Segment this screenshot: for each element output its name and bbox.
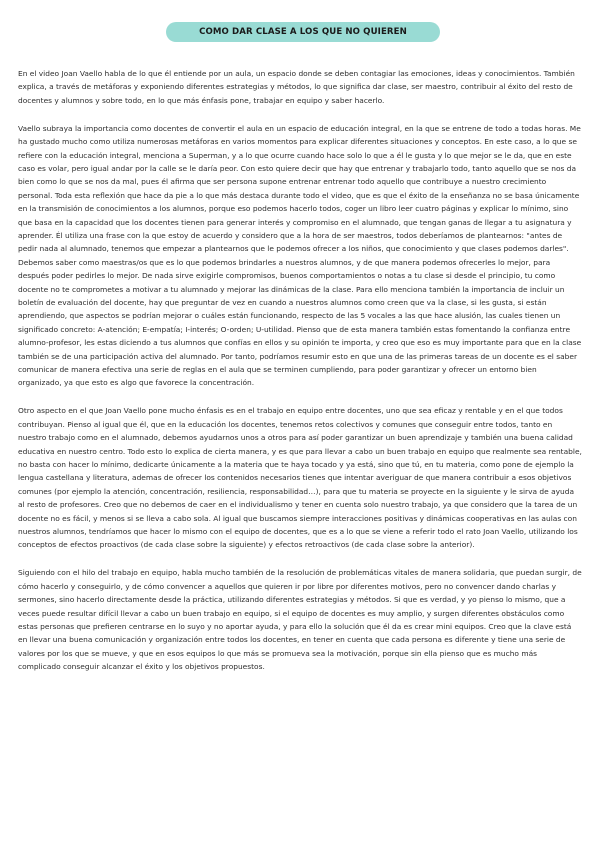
paragraph-4: Siguiendo con el hilo del trabajo en equipo, habla mucho también de la resolución de problemáticas vitales de manera solidaria, que puedan surgir, de cómo hacerlo y conseguirlo, y de cómo convencer a aquellos que quieren ir por libre por diferentes motivos, pero no convencer dando charlas y sermones, sino hacerlo directamente desde la práctica, utilizando diferentes estrategias y métodos. Si que es verdad, y yo pienso lo mismo, que a veces puede resultar difícil llevar a cabo un buen trabajo en equipo, si el equipo de docentes es muy amplio, y surgen diferentes obstáculos como estas personas que prefieren centrarse en lo suyo y no aportar ayuda, y para ello la solución que él da es crear mini equipos. Creo que la clave está en llevar una buena comunicación y organización entre todos los docentes, en tener en cuenta que cada persona es diferente y tiene una serie de valores por los que se mueve, y que en esos equipos lo que más se promueva sea la motivación, porque sin ella pienso que es mucho más complicado conseguir alcanzar el éxito y los objetivos propuestos. xyxy=(18,568,582,672)
paragraph-3: Otro aspecto en el que Joan Vaello pone mucho énfasis es en el trabajo en equipo entre docentes, uno que sea eficaz y rentable y en el que todos contribuyan. Pienso al igual que él, que en la educación los docentes, tenemos retos colectivos y comunes que conseguir entre todos, tanto en nuestro trabajo como en el alumnado, debemos ayudarnos unos a otros para así poder garantizar un buen aprendizaje y también una buena calidad educativa en nuestro centro. Todo esto lo explica de cierta manera, y es que para llevar a cabo un buen trabajo en equipo que realmente sea rentable, no basta con hacer lo mínimo, dedicarte únicamente a la materia que te haya tocado y ya está, sino que tú, en tu materia, como pone de ejemplo la lengua castellana y literatura, ademas de ofrecer los contenidos necesarios tienes que intentar averiguar de que manera contribuir a esos objetivos comunes (por ejemplo la atención, concentración, resiliencia, responsabilidad…), para que tu materia se proyecte en la siguiente y le sirva de ayuda al resto de profesores. Creo que no debemos de caer en el individualismo y tener en cuenta solo nuestro trabajo, ya que considero que la tarea de un docente no es fácil, y menos si se lleva a cabo sola. Al igual que buscamos siempre interacciones positivas y dinámicas cooperativas en las aulas con nuestros alumnos, tendríamos que hacer lo mismo con el equipo de docentes, que es a lo que se viene a referir todo el rato Joan Vaello, utilizando los conceptos de efectos proactivos (de cada clase sobre la siguiente) y efectos retroactivos (de cada clase sobre la anterior). xyxy=(18,406,582,550)
document-body xyxy=(18,67,582,688)
paragraph-2: Vaello subraya la importancia como docentes de convertir el aula en un espacio de educación integral, en la que se entrene de todo a todas horas. Me ha gustado mucho como utiliza numerosas metáforas en varios momentos para explicar diferentes situaciones y conceptos. En este caso, a lo que se refiere con la educación integral, menciona a Superman, y a lo que ocurre cuando hace solo lo que a él le gusta y lo que mejor se le da, que en este caso es volar, pero igual andar por la calle se le daría peor. Con esto quiere decir que hay que entrenar y trabajarlo todo, tanto aquello que se nos da bien como lo que se nos da mal, pues él afirma que ser persona supone entrenar entrenar todo aquello que contribuye a nuestro crecimiento personal. Toda esta reflexión que hace da pie a lo que más destaca durante todo el video, que es que el éxito de la enseñanza no se basa únicamente en la transmisión de conocimientos a los alumnos, porque eso podemos hacerlo todos, coger un libro leer cuatro páginas y explicar lo mínimo, sino que basa en la capacidad que los docentes tienen para generar interés y compromiso en el alumnado, que tengan ganas de llegar a tu asignatura y aprender. Él utiliza una frase con la que estoy de acuerdo y considero que a la hora de ser maestros, todos deberíamos de plantearnos: "antes de pedir nada al alumnado, tenemos que empezar a plantearnos que le podemos ofrecer a los niños, que conocimiento y que clases podemos darles". Debemos saber como maestras/os que es lo que podemos brindarles a nuestros alumnos, y de que manera podemos ofrecerles lo mejor, para después poder pedirles lo mejor. De nada sirve exigirle compromisos, buenos comportamientos o notas a tu clase si desde el principio, tu como docente no te comprometes a motivar a tu alumnado y mejorar las dinámicas de la clase. Para ello menciona también la importancia de incluir un boletín de evaluación del docente, hay que preguntar de vez en cuando a nuestros alumnos como creen que va la clase, si les gusta, si están aprendiendo, que aspectos se podrían mejorar o cuáles están funcionando, respecto de las 5 vocales a las que hace alusión, las cuales tienen un significado concreto: A-atención; E-empatía; I-interés; O-orden; U-utilidad. Pienso que de esta manera también estas fomentando la confianza entre alumno-profesor, les estas diciendo a tus alumnos que confías en ellos y su opinión te importa, y creo que eso es muy importante para que en la clase también se de una participación activa del alumnado. Por tanto, podríamos resumir esto en que una de las primeras tareas de un docente es el saber comunicar de manera efectiva una serie de reglas en el aula que se terminen cumpliendo, para poder garantizar y ofrecer un entorno bien organizado, ya que esto es algo que favorece la concentración. xyxy=(18,123,582,388)
paragraph-1: En el video Joan Vaello habla de lo que él entiende por un aula, un espacio donde se deben contagiar las emociones, ideas y conocimientos. También explica, a través de metáforas y exponiendo diferentes estrategias y métodos, lo que significa dar clase, ser maestro, contribuir al éxito del resto de docentes y alumnos y sobre todo, en lo que más énfasis pone, trabajar en equipo y saber hacerlo. xyxy=(18,69,575,105)
page-title: COMO DAR CLASE A LOS QUE NO QUIEREN xyxy=(199,27,407,37)
title-banner xyxy=(166,22,440,42)
